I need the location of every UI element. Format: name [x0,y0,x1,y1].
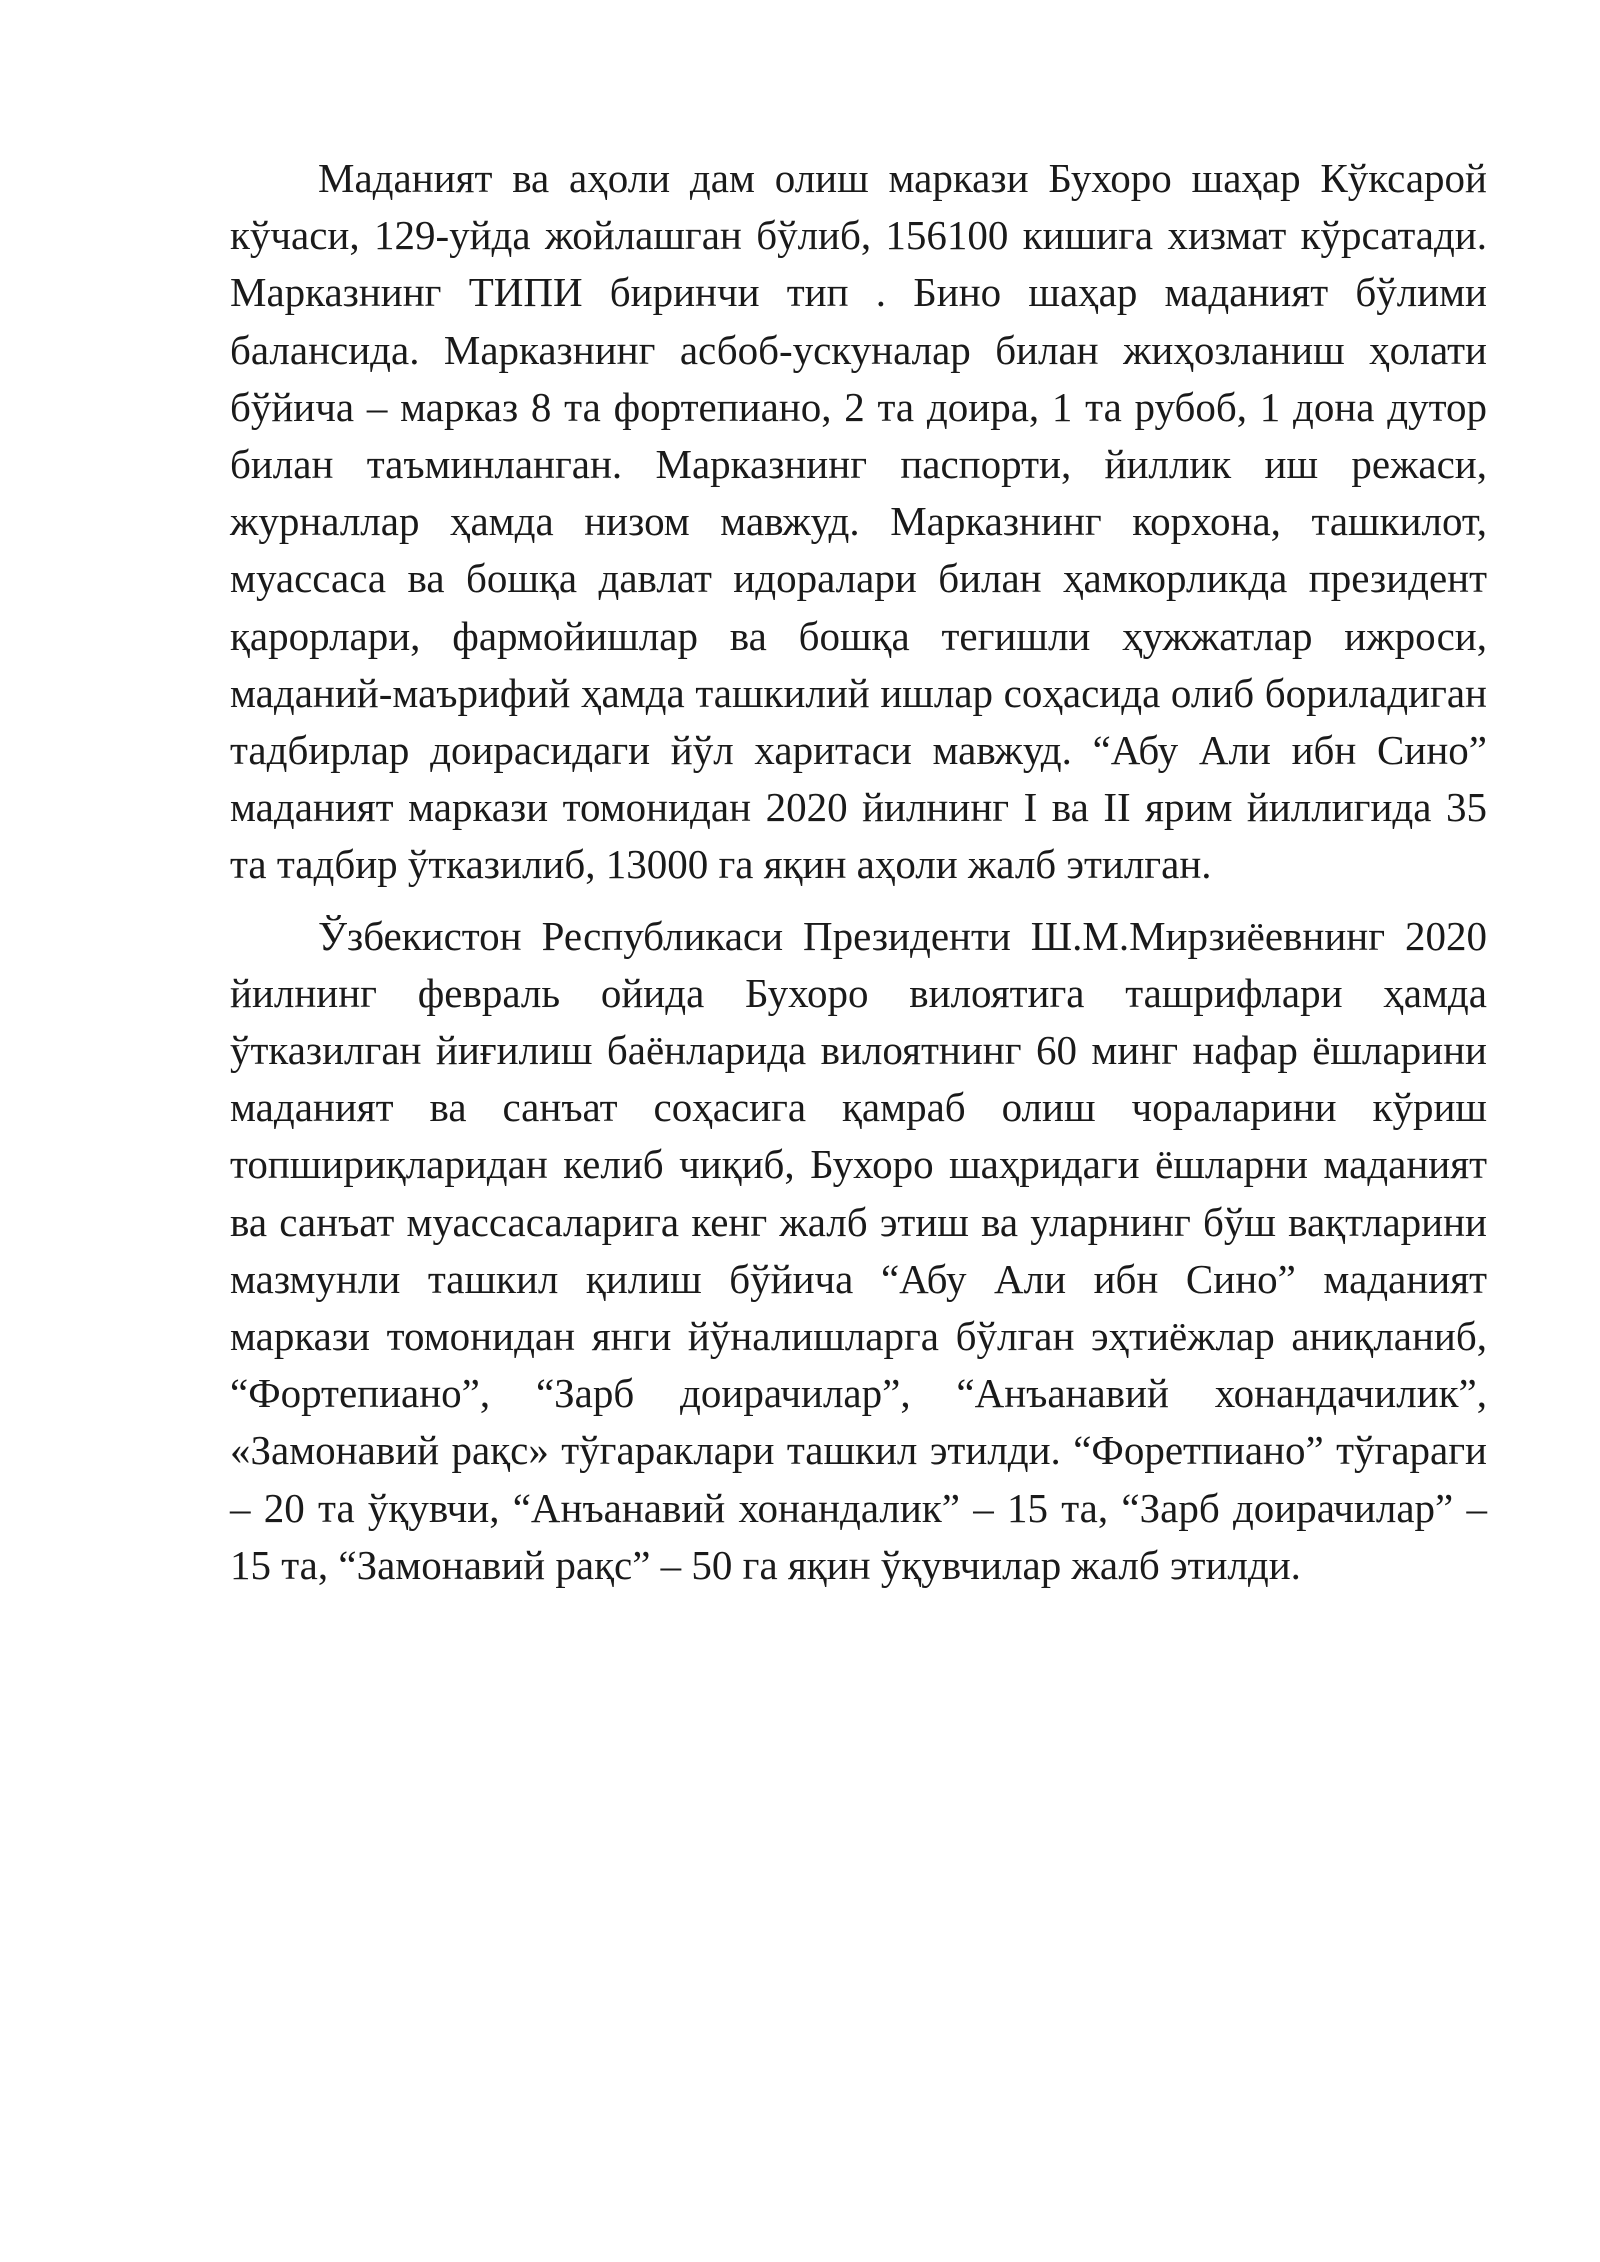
paragraph-youth-clubs: Ўзбекистон Республикаси Президенти Ш.М.Мирзиёевнинг 2020 йилнинг февраль ойида Бухоро вилоятига ташрифлари ҳамда ўтказилган йиғилиш баёнларида вилоятнинг 60 минг нафар ёшларини маданият ва санъат соҳасига қамраб олиш чораларини кўриш топшириқларидан келиб чиқиб, Бухоро шаҳридаги ёшларни маданият ва санъат муассасаларига кенг жалб этиш ва уларнинг бўш вақтларини мазмунли ташкил қилиш бўйича “Абу Али ибн Сино” маданият маркази томонидан янги йўналишларга бўлган эҳтиёжлар аниқланиб, “Фортепиано”, “Зарб доирачилар”, “Анъанавий хонандачилик”, «Замонавий рақс» тўгараклари ташкил этилди. “Форетпиано” тўгараги – 20 та ўқувчи, “Анъанавий хонандалик” – 15 та, “Зарб доирачилар” – 15 та, “Замонавий рақс” – 50 га яқин ўқувчилар жалб этилди. [230,912,1487,1588]
document-body [230,150,1487,1594]
paragraph-culture-center: Маданият ва аҳоли дам олиш маркази Бухоро шаҳар Кўксарой кўчаси, 129-уйда жойлашган бўлиб, 156100 кишига хизмат кўрсатади. Марказнинг ТИПИ биринчи тип . Бино шаҳар маданият бўлими балансида. Марказнинг асбоб-ускуналар билан жиҳозланиш ҳолати бўйича – марказ 8 та фортепиано, 2 та доира, 1 та рубоб, 1 дона дутор билан таъминланган. Марказнинг паспорти, йиллик иш режаси, журналлар ҳамда низом мавжуд. Марказнинг корхона, ташкилот, муассаса ва бошқа давлат идоралари билан ҳамкорликда президент қарорлари, фармойишлар ва бошқа тегишли ҳужжатлар ижроси, маданий-маърифий ҳамда ташкилий ишлар соҳасида олиб бориладиган тадбирлар доирасидаги йўл харитаси мавжуд. “Абу Али ибн Сино” маданият маркази томонидан 2020 йилнинг I ва II ярим йиллигида 35 та тадбир ўтказилиб, 13000 га яқин аҳоли жалб этилган. [230,155,1487,888]
